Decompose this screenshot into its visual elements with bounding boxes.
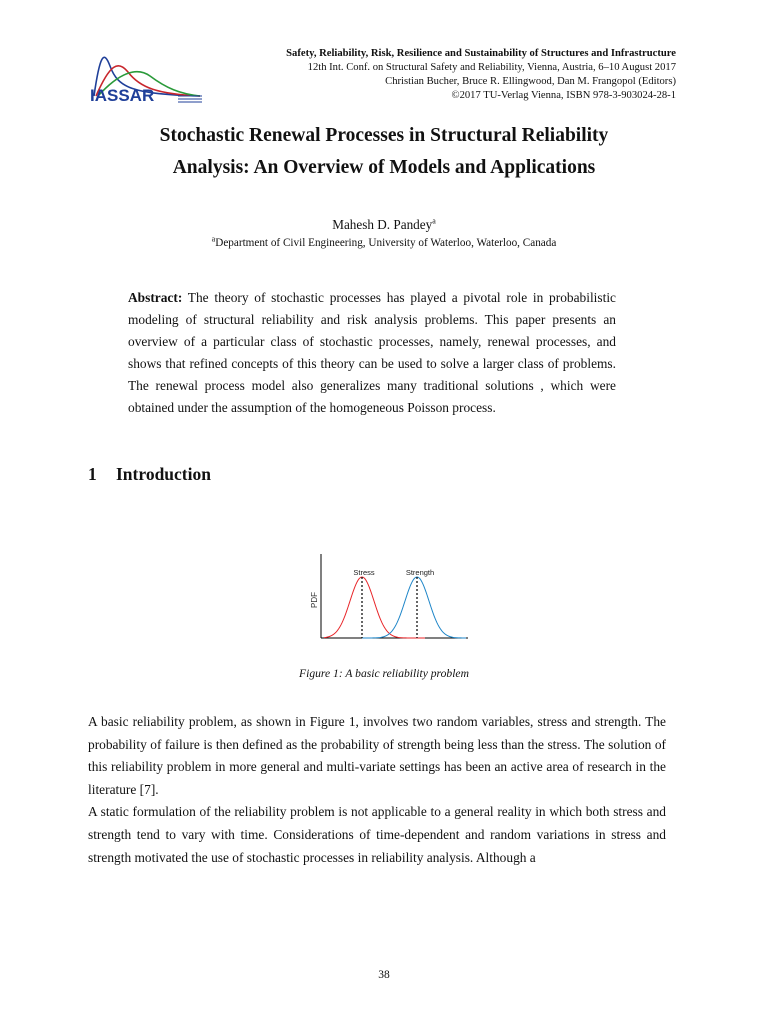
- section-title: Introduction: [116, 464, 211, 484]
- affiliation-sup: a: [211, 234, 216, 244]
- section-heading: [88, 464, 211, 485]
- strength-curve: [362, 577, 466, 638]
- figure-caption: Figure 1: A basic reliability problem: [299, 667, 469, 680]
- paragraph: A static formulation of the reliability problem is not applicable to a general reality in which both stress and strength tend to vary with time. Considerations of time-dependent and random variations in stress and strength motivated the use of stochastic processes in reliability analysis. Although a: [88, 804, 666, 865]
- header-line-1: Safety, Reliability, Risk, Resilience and Sustainability of Structures and Infrastructure: [286, 48, 676, 59]
- header-line-3: Christian Bucher, Bruce R. Ellingwood, Dan M. Frangopol (Editors): [385, 76, 676, 87]
- stress-label: Stress: [353, 568, 375, 577]
- body-text: [88, 711, 666, 869]
- figure-ylabel: PDF: [310, 592, 319, 608]
- author-name: Mahesh D. Pandey: [332, 217, 433, 232]
- iassar-logo: [88, 44, 206, 106]
- title-line-1: Stochastic Renewal Processes in Structural Reliability: [159, 125, 609, 146]
- paragraph: A basic reliability problem, as shown in Figure 1, involves two random variables, stress and strength. The probability of failure is then defined as the probability of strength being less than the stress. The solution of this reliability problem in more general and multi-variate settings has been an active area of research in the literature [7].: [88, 714, 666, 797]
- abstract: [128, 287, 616, 419]
- conference-header: [286, 47, 676, 103]
- section-number: 1: [88, 464, 97, 484]
- figure-stress-strength: [300, 548, 480, 648]
- header-line-4: ©2017 TU-Verlag Vienna, ISBN 978-3-903024-28-1: [451, 90, 676, 101]
- logo-text: IASSAR: [90, 86, 155, 105]
- strength-label: Strength: [405, 568, 435, 577]
- abstract-label: Abstract:: [128, 290, 183, 305]
- page-number: 38: [378, 969, 390, 981]
- affiliation-text: Department of Civil Engineering, University of Waterloo, Waterloo, Canada: [215, 237, 557, 249]
- affiliation: [0, 234, 768, 249]
- header-line-2: 12th Int. Conf. on Structural Safety and Reliability, Vienna, Austria, 6–10 August 2017: [307, 62, 676, 73]
- author-sup: a: [432, 216, 436, 226]
- abstract-text: The theory of stochastic processes has played a pivotal role in probabilistic modeling of structural reliability and risk analysis problems. This paper presents an overview of a particular class of stochastic processes, namely, renewal processes, and shows that refined concepts of this theory can be used to solve a larger class of problems. The renewal process model also generalizes many traditional solutions , which were obtained under the assumption of the homogeneous Poisson process.: [128, 290, 616, 415]
- paper-title: [0, 120, 768, 184]
- author: [0, 217, 768, 233]
- title-line-2: Analysis: An Overview of Models and Applications: [172, 157, 596, 178]
